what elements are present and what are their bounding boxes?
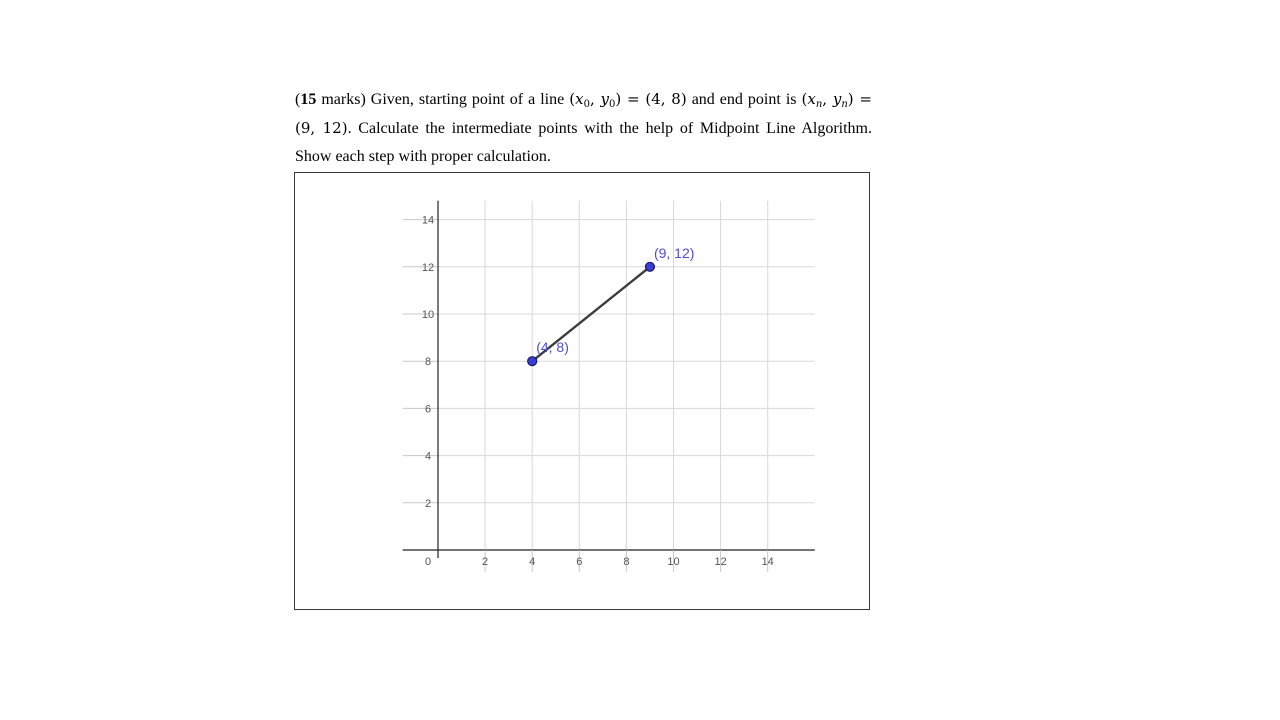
start-point-equation: ($x_0$, $y_0) = (4$, 8) xyxy=(569,90,687,110)
x-tick-label-6: 6 xyxy=(576,556,583,568)
point-label-1: (4, 8) xyxy=(536,339,569,356)
x-tick-label-4: 4 xyxy=(529,556,536,568)
coordinate-plot xyxy=(295,173,869,609)
data-point-2 xyxy=(645,262,654,271)
figure-box xyxy=(294,172,870,610)
y-tick-label-2: 2 xyxy=(424,497,432,510)
y-tick-label-4: 4 xyxy=(424,450,432,463)
marks-text: marks) Given, starting point of a line xyxy=(316,91,570,108)
x-tick-label-12: 12 xyxy=(714,556,727,568)
origin-label: 0 xyxy=(424,556,432,568)
x-tick-label-14: 14 xyxy=(761,556,774,568)
y-tick-label-10: 10 xyxy=(421,309,435,321)
y-tick-label-6: 6 xyxy=(424,403,432,416)
x-tick-label-10: 10 xyxy=(667,556,680,568)
marks-open: ( xyxy=(295,91,301,108)
y-tick-label-8: 8 xyxy=(424,356,432,369)
end-point-equation: ($x_n$, $y_n) = (9$, 12) xyxy=(295,90,872,137)
marks-number: 15 xyxy=(300,91,317,108)
x-tick-label-8: 8 xyxy=(623,556,630,568)
y-tick-label-12: 12 xyxy=(421,261,435,274)
rest-text: . Calculate the intermediate points with the help of Midpoint Line Algorithm. Show each step with proper calculation. xyxy=(295,120,872,165)
point-label-2: (9, 12) xyxy=(653,244,695,261)
y-tick-label-14: 14 xyxy=(421,214,435,227)
question-text xyxy=(295,85,872,171)
x-tick-label-2: 2 xyxy=(482,556,489,568)
mid-text: and end point is xyxy=(686,91,802,108)
data-point-1 xyxy=(528,357,537,366)
